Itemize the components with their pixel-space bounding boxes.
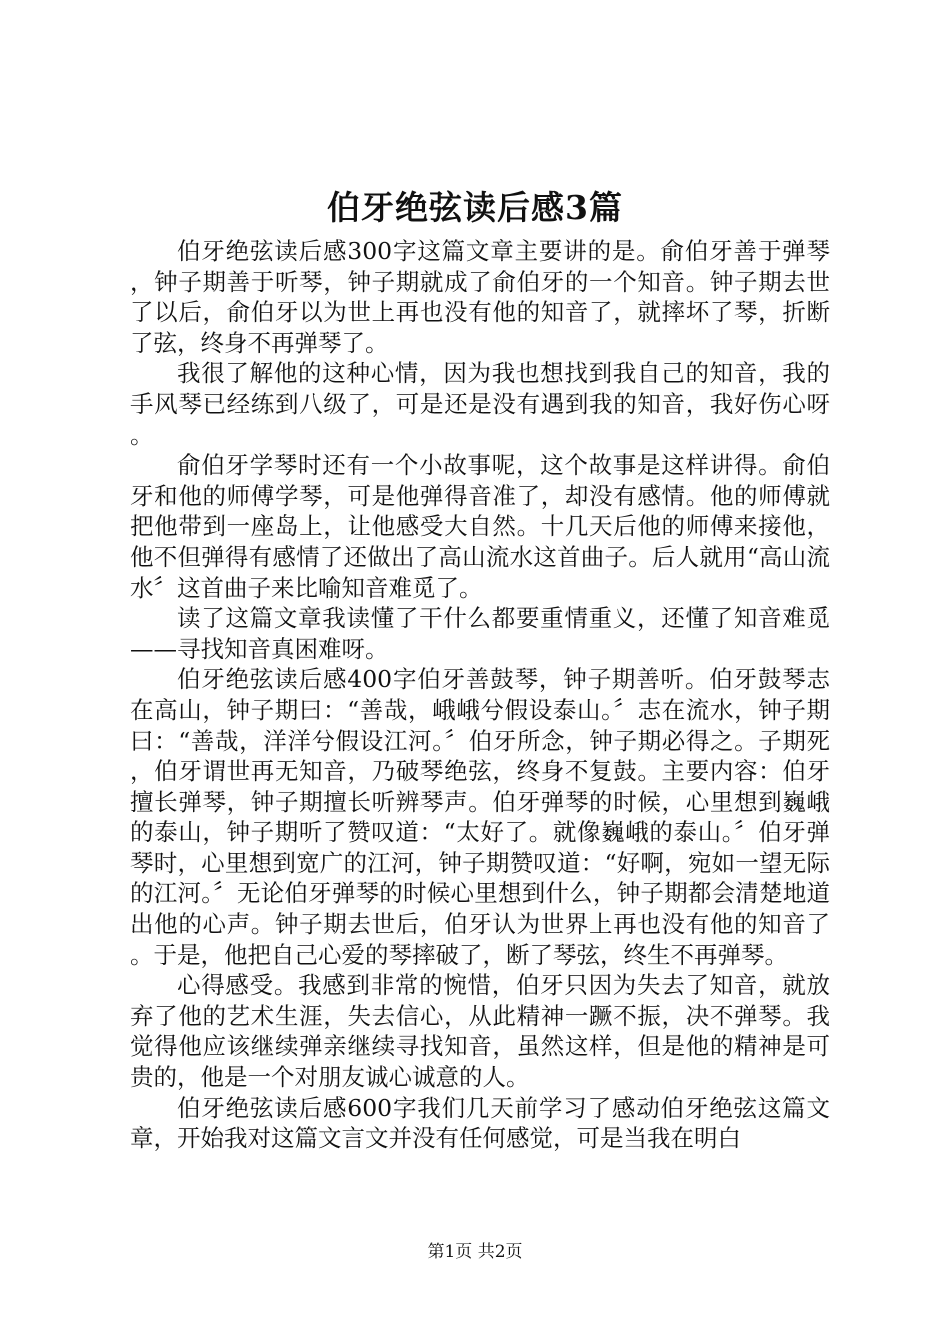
paragraph-2: 我很了解他的这种心情，因为我也想找到我自己的知音，我的手风琴已经练到八级了，可是还是没有遇到我的知音，我好伤心呀。: [130, 359, 830, 449]
paragraph-7: 伯牙绝弦读后感600字我们几天前学习了感动伯牙绝弦这篇文章，开始我对这篇文言文并没有任何感觉，可是当我在明白: [130, 1093, 830, 1153]
paragraph-3: 俞伯牙学琴时还有一个小故事呢，这个故事是这样讲得。俞伯牙和他的师傅学琴，可是他弹得音准了，却没有感情。他的师傅就把他带到一座岛上，让他感受大自然。十几天后他的师傅来接他，他不但弹得有感情了还做出了高山流水这首曲子。后人就用“高山流水〞这首曲子来比喻知音难觅了。: [130, 451, 830, 602]
paragraph-1: 伯牙绝弦读后感300字这篇文章主要讲的是。俞伯牙善于弹琴，钟子期善于听琴，钟子期就成了俞伯牙的一个知音。钟子期去世了以后，俞伯牙以为世上再也没有他的知音了，就摔坏了琴，折断了弦，终身不再弹琴了。: [130, 237, 830, 357]
document-title: 伯牙绝弦读后感3篇: [327, 188, 623, 227]
paragraph-4: 读了这篇文章我读懂了干什么都要重情重义，还懂了知音难觅——寻找知音真困难呀。: [130, 604, 830, 663]
page-footer: 第1页 共2页: [427, 1242, 523, 1262]
paragraph-5: 伯牙绝弦读后感400字伯牙善鼓琴，钟子期善听。伯牙鼓琴志在高山，钟子期曰：“善哉，峨峨兮假设泰山。〞志在流水，钟子期曰：“善哉，洋洋兮假设江河。〞伯牙所念，钟子期必得之。子期死，伯牙谓世再无知音，乃破琴绝弦，终身不复鼓。主要内容：伯牙擅长弹琴，钟子期擅长听辨琴声。伯牙弹琴的时候，心里想到巍峨的泰山，钟子期听了赞叹道：“太好了。就像巍峨的泰山。〞伯牙弹琴时，心里想到宽广的江河，钟子期赞叹道：“好啊，宛如一望无际的江河。〞无论伯牙弹琴的时候心里想到什么，钟子期都会清楚地道出他的心声。钟子期去世后，伯牙认为世界上再也没有他的知音了。于是，他把自己心爱的琴摔破了，断了琴弦，终生不再弹琴。: [130, 665, 830, 969]
paragraph-6: 心得感受。我感到非常的惋惜，伯牙只因为失去了知音，就放弃了他的艺术生涯，失去信心，从此精神一蹶不振，决不弹琴。我觉得他应该继续弹亲继续寻找知音，虽然这样，但是他的精神是可贵的，他是一个对朋友诚心诚意的人。: [130, 971, 830, 1092]
document-body: [130, 236, 830, 1196]
